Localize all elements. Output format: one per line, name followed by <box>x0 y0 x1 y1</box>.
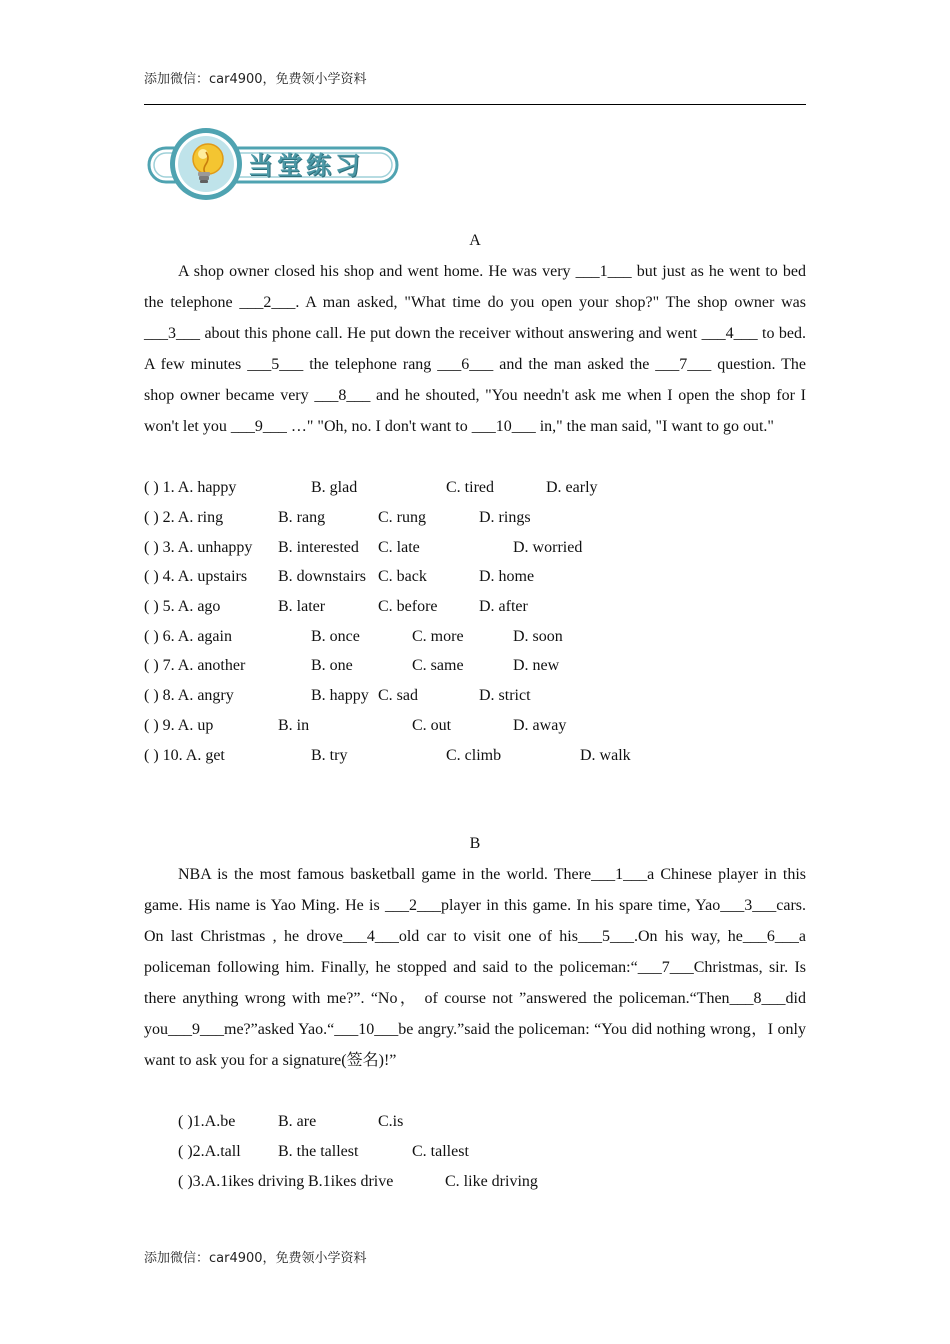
question-option-c: C. out <box>412 717 452 734</box>
question-option-a: ( ) 4. A. upstairs <box>144 568 248 585</box>
question-option-d: D. strict <box>479 687 531 704</box>
question-option-a: ( )2.A.tall <box>178 1143 241 1160</box>
question-option-c: C. late <box>378 539 420 556</box>
question-option-c: C.is <box>378 1113 404 1130</box>
question-option-a: ( )3.A.1ikes driving <box>178 1173 305 1190</box>
question-option-c: C. before <box>378 598 438 615</box>
question-option-a: ( )1.A.be <box>178 1113 236 1130</box>
question-option-a: ( ) 3. A. unhappy <box>144 539 253 556</box>
section-a-passage: A shop owner closed his shop and went home. He was very ___1___ but just as he went to bed the telephone ___2___. A man asked, "What time do you open your shop?" The shop owner was ___3___ about this phone call. He put down the receiver without answering and went ___4___ to bed. A few minutes ___5___ the telephone rang ___6___ and the man asked the ___7___ question. The shop owner became very ___8___ and he shouted, "You needn't ask me when I open the shop for I won't let you ___9___ …" "Oh, no. I don't want to ___10___ in," the man said, "I want to go out." <box>144 263 806 435</box>
question-option-b: B. one <box>311 657 353 674</box>
question-option-a: ( ) 1. A. happy <box>144 479 237 496</box>
question-option-b: B. interested <box>278 539 359 556</box>
page-footer: 添加微信：car4900，免费领小学资料 <box>144 1251 367 1266</box>
question-option-c: C. rung <box>378 509 426 526</box>
question-option-a: ( ) 10. A. get <box>144 747 225 764</box>
question-option-d: D. walk <box>580 747 631 764</box>
question-option-b: B. try <box>311 747 348 764</box>
question-option-c: C. sad <box>378 687 418 704</box>
section-a-title: A <box>469 232 481 249</box>
question-option-a: ( ) 9. A. up <box>144 717 214 734</box>
question-option-b: B. are <box>278 1113 317 1130</box>
question-option-b: B. once <box>311 628 360 645</box>
question-option-d: D. new <box>513 657 560 674</box>
question-option-a: ( ) 8. A. angry <box>144 687 234 704</box>
question-option-b: B. happy <box>311 687 369 704</box>
question-option-a: ( ) 5. A. ago <box>144 598 221 615</box>
question-option-a: ( ) 6. A. again <box>144 628 232 645</box>
question-option-c: C. climb <box>446 747 502 764</box>
section-b-title: B <box>469 835 481 852</box>
question-option-b: B.1ikes drive <box>308 1173 394 1190</box>
question-option-d: D. early <box>546 479 598 496</box>
question-option-c: C. like driving <box>445 1173 538 1190</box>
question-option-b: B. in <box>278 717 310 734</box>
banner-title: 当堂练习 <box>248 151 365 180</box>
page-header: 添加微信：car4900，免费领小学资料 <box>144 72 367 87</box>
question-option-c: C. more <box>412 628 464 645</box>
question-option-b: B. glad <box>311 479 358 496</box>
question-option-c: C. tallest <box>412 1143 469 1160</box>
question-option-b: B. later <box>278 598 326 615</box>
question-option-a: ( ) 7. A. another <box>144 657 246 674</box>
question-option-d: D. rings <box>479 509 531 526</box>
question-option-a: ( ) 2. A. ring <box>144 509 224 526</box>
question-option-d: D. after <box>479 598 528 615</box>
question-option-b: B. the tallest <box>278 1143 359 1160</box>
question-option-c: C. back <box>378 568 427 585</box>
section-banner <box>146 126 400 202</box>
question-option-c: C. tired <box>446 479 494 496</box>
question-option-d: D. worried <box>513 539 583 556</box>
question-option-b: B. downstairs <box>278 568 366 585</box>
question-option-d: D. away <box>513 717 567 734</box>
question-option-d: D. home <box>479 568 535 585</box>
question-option-b: B. rang <box>278 509 326 526</box>
section-b-passage: NBA is the most famous basketball game in the world. There___1___a Chinese player in this game. His name is Yao Ming. He is ___2___player in this game. In his spare time, Yao___3___cars. On last Christmas , he drove___4___old car to visit one of his___5___.On his way, he___6___a policeman following him. Finally, he stopped and said to the policeman:“___7___Christmas, sir. Is there anything wrong with me?”. “No， of course not ”answered the policeman.“Then___8___did you___9___me?”asked Yao.“___10___be angry.”said the policeman: “You did nothing wrong，I only want to ask you for a signature(签名)!” <box>144 866 806 1069</box>
question-option-d: D. soon <box>513 628 563 645</box>
header-divider <box>144 104 806 105</box>
question-option-c: C. same <box>412 657 464 674</box>
